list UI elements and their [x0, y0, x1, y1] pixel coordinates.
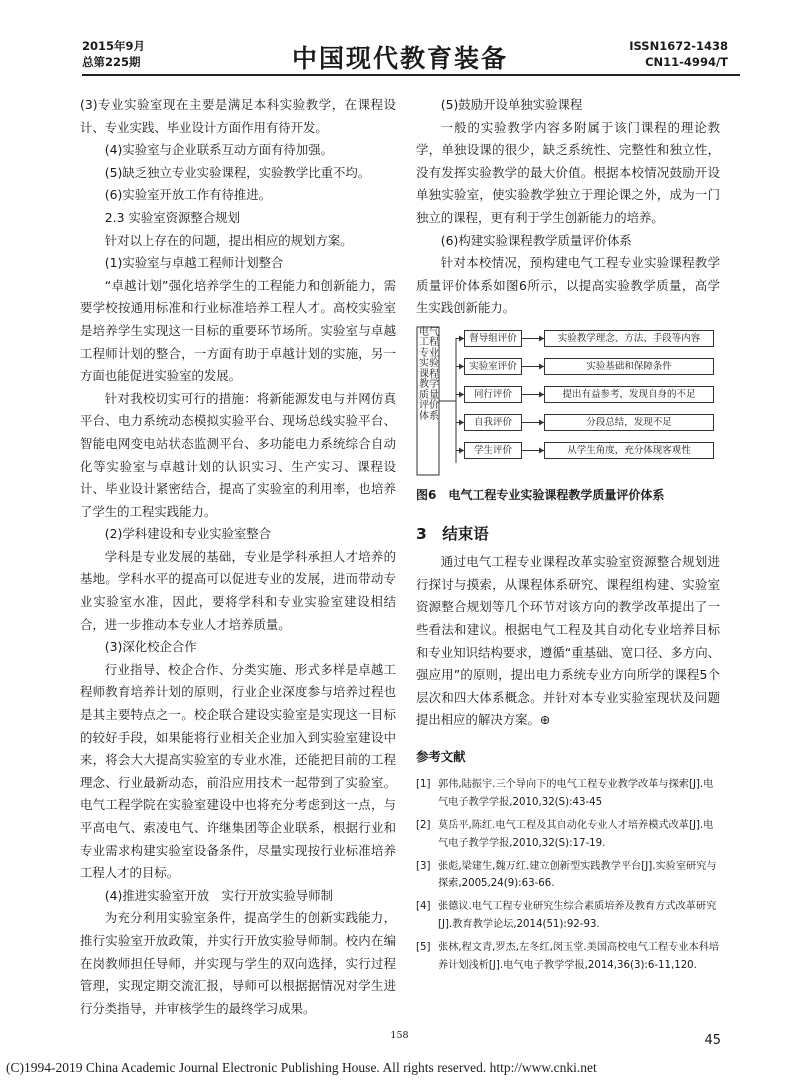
right-column-text	[416, 94, 720, 320]
copyright-footer: (C)1994-2019 China Academic Journal Electronic Publishing House. All rights reserved. http://www.cnki.net	[6, 1060, 597, 1075]
evaluation-source-box: 学生评价	[464, 442, 522, 459]
right-column-paragraph: (5)鼓励开设单独实验课程	[440, 97, 583, 112]
evaluation-source-box: 自我评价	[464, 414, 522, 431]
conclusion-paragraph	[416, 551, 720, 732]
left-column	[80, 94, 396, 1020]
left-column-paragraph: 为充分利用实验室条件，提高学生的创新实践能力，推行实验室开放政策，并实行开放实验导师制。校内在编在岗教师担任导师，并实现与学生的双向选择，实行过程管理，实现定期交流汇报，导师可以根据据情况对学生进行分类指导，并审核学生的最终学习成果。	[80, 910, 396, 1016]
section-title: 3 结束语	[416, 524, 489, 543]
reference-text: 郭伟,陆振宇.三个导向下的电气工程专业教学改革与探索[J].电气电子教学学报,2010,32(S):43-45	[438, 779, 714, 809]
reference-text: 张林,程文青,罗杰,左冬红,闵玉堂.美国高校电气工程专业本科培养计划浅析[J].电气电子教学学报,2014,36(3):6-11,120.	[438, 941, 720, 971]
inner-page-number: 158	[390, 1030, 409, 1041]
left-column-paragraph: 行业指导、校企合作、分类实施、形式多样是卓越工程师教育培养计划的原则，行业企业深度参与培养过程也是其主要特点之一。校企联合建设实验室是实现这一目标的较好手段，如果能将行业相关企业加入到实验室建设中来，将会大大提高实验室的专业水准，还能把目前的工程理念、行业最新动态，前沿应用技术一起带到了实验室。电气工程学院在实验室建设中也将充分考虑到这一点，与平高电气、索凌电气、许继集团等企业联系，根据行业和专业需求构建实验室设备条件，尽量实现按行业标准培养工程人才的目标。	[80, 661, 396, 881]
reference-item	[416, 776, 720, 812]
left-column-paragraph: 针对以上存在的问题，提出相应的规划方案。	[104, 232, 353, 248]
conclusion-text: 通过电气工程专业课程改革实验室资源整合规划进行探讨与摸索，从课程体系研究、课程组构建、实验室资源整合规划等几个环节对该方向的教学改革提出了一些看法和建议。根据电气工程及其自动化专业培养目标和专业知识结构要求，遵循“重基础、宽口径、多方向、强应用”的原则，提出电力系统专业方向所学的课程5个层次和四大体系概念。并针对本专业实验室现状及问题提出相应的解决方案。	[416, 554, 720, 728]
evaluation-content-box: 从学生角度，充分体现客观性	[544, 442, 714, 459]
reference-item	[416, 939, 720, 975]
left-column-paragraph: (4)实验室与企业联系互动方面有待加强。	[104, 142, 333, 158]
left-column-paragraph: (6)实验室开放工作有待推进。	[104, 187, 272, 203]
left-column-paragraph: (1)实验室与卓越工程师计划整合	[104, 255, 284, 271]
evaluation-source-box: 同行评价	[464, 386, 522, 403]
cn-number: CN11-4994/T	[645, 55, 728, 69]
left-column-paragraph: (2)学科建设和专业实验室整合	[104, 526, 272, 542]
evaluation-content-box: 实验教学理念、方法、手段等内容	[544, 330, 714, 347]
right-column-paragraph: (6)构建实验课程教学质量评价体系	[440, 232, 632, 248]
references-heading: 参考文献	[416, 748, 466, 764]
left-column-paragraph: 2.3 实验室资源整合规划	[104, 209, 240, 225]
end-mark: ⊕	[539, 712, 551, 728]
diagram-title: 电气工程专业实验课程教学质量评价体系	[419, 326, 439, 422]
left-column-paragraph: (4)推进实验室开放 实行开放实验导师制	[104, 887, 333, 903]
right-column-paragraph: 针对本校情况，预构建电气工程专业实验课程教学质量评价体系如图6所示，以提高实验教学质量，高学生实践创新能力。	[416, 255, 720, 316]
left-column-paragraph: “卓越计划”强化培养学生的工程能力和创新能力，需要学校按通用标准和行业标准培养工程人才。高校实验室是培养学生实现这一目标的重要环节场所。实验室与卓越工程师计划的整合，一方面有助于卓越计划的实施，另一方面也能促进实验室的发展。	[80, 277, 396, 384]
reference-number: [4]	[416, 901, 431, 913]
evaluation-source-box: 实验室评价	[464, 358, 522, 375]
evaluation-content-box: 提出有益参考，发现自身的不足	[544, 386, 714, 403]
right-column-paragraph: 一般的实验教学内容多附属于该门课程的理论教学，单独设课的很少，缺乏系统性、完整性和独立性，没有发挥实验教学的最大价值。根据本校情况鼓励开设单独实验室，使实验教学独立于理论课之外，成为一门独立的课程，更有利于学生创新能力的培养。	[416, 119, 720, 225]
references-list	[416, 776, 720, 974]
reference-number: [5]	[416, 941, 431, 953]
reference-text: 莫岳平,陈红.电气工程及其自动化专业人才培养模式改革[J].电气电子教学学报,2010,32(S):17-19.	[438, 820, 714, 849]
left-column-paragraph: 学科是专业发展的基础，专业是学科承担人才培养的基地。学科水平的提高可以促进专业的发展，进而带动专业实验室水准，因此，要将学科和专业实验室建设相结合，进一步推动本专业人才培养质量。	[80, 548, 396, 632]
figure-caption: 图6 电气工程专业实验课程教学质量评价体系	[416, 487, 665, 502]
evaluation-content-box: 实验基础和保障条件	[544, 358, 714, 375]
issue-number: 总第225期	[82, 55, 141, 69]
reference-item	[416, 858, 720, 894]
right-column	[416, 94, 720, 979]
reference-text: 张德议.电气工程专业研究生综合素质培养及教育方式改革研究[J].教育教学论坛,2014(51):92-93.	[438, 901, 717, 931]
left-column-paragraph: (5)缺乏独立专业实验课程，实验教学比重不均。	[104, 164, 371, 180]
evaluation-content-box: 分段总结，发现不足	[544, 414, 714, 431]
page-number: 45	[704, 1033, 721, 1048]
left-column-paragraph: (3)深化校企合作	[104, 639, 197, 655]
reference-number: [2]	[416, 820, 431, 832]
issue-date: 2015年9月	[82, 39, 146, 53]
reference-item	[416, 898, 720, 934]
header-right	[629, 38, 728, 70]
reference-number: [1]	[416, 779, 431, 791]
left-column-paragraph: 针对我校切实可行的措施：将新能源发电与并网仿真平台、电力系统动态模拟实验平台、现场总线实验平台、智能电网变电站状态监测平台、多功能电力系统综合自动化等实验室与卓越计划的认识实习、生产实习、课程设计、毕业设计紧密结合，提高了实验室的利用率，也培养了学生的工程实践能力。	[80, 390, 396, 519]
evaluation-system-diagram	[416, 326, 720, 478]
header-rule	[82, 74, 740, 76]
journal-title: 中国现代教育装备	[291, 44, 508, 73]
reference-number: [3]	[416, 860, 431, 872]
page-header	[60, 36, 740, 76]
issn: ISSN1672-1438	[629, 39, 728, 53]
left-column-paragraph: (3)专业实验室现在主要是满足本科实验教学，在课程设计、专业实践、毕业设计方面作用有待开发。	[80, 97, 396, 135]
evaluation-source-box: 督导组评价	[464, 330, 522, 347]
reference-text: 张彪,梁建生,魏万红.建立创新型实践教学平台[J].实验室研究与探索,2005,24(9):63-66.	[438, 860, 717, 890]
reference-item	[416, 817, 720, 853]
